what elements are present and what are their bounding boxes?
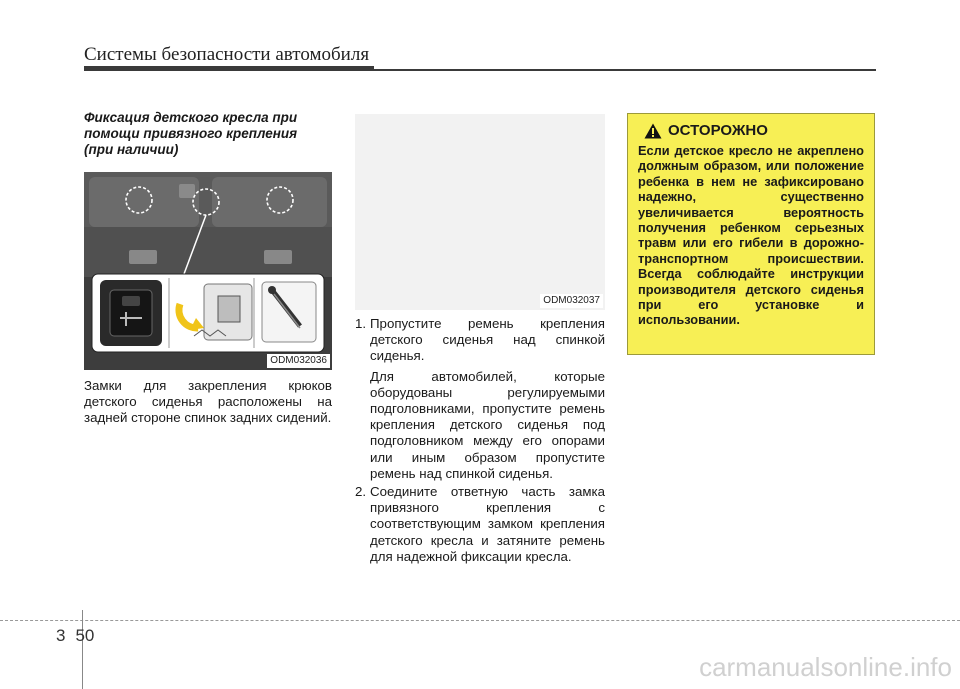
figure-label: ODM032036 bbox=[267, 354, 330, 368]
warning-text: Если детское кресло не акреплено должным образом, или положение ребенка в нем не зафиксировано надежно, существенно увеличивается вероятность получения ребенком серьезных травм или его гибели в дорожно-транспортном происшествии. Всегда соблюдайте инструкции производителя детского сиденья при его установке и использовании. bbox=[638, 143, 864, 328]
section-number: 3 bbox=[56, 626, 66, 645]
warning-header bbox=[644, 122, 864, 139]
warning-box bbox=[627, 113, 875, 355]
page-header-title: Системы безопасности автомобиля bbox=[84, 44, 370, 65]
footer-vertical-rule bbox=[82, 610, 83, 689]
figure-tether-anchors bbox=[84, 172, 332, 370]
step-number: 2. bbox=[355, 484, 367, 500]
warning-triangle-icon bbox=[644, 123, 662, 139]
section-subheading bbox=[84, 110, 332, 158]
list-item bbox=[355, 316, 605, 482]
step-paragraph: Соедините ответную часть замка привязного крепления с соответствующим замком крепления детского кресла и затяните ремень для надежной фиксации кресла. bbox=[370, 484, 605, 564]
page-number bbox=[56, 626, 94, 646]
middle-column bbox=[355, 114, 605, 565]
step-paragraph: Пропустите ремень крепления детского сиденья над спинкой сиденья. bbox=[370, 316, 605, 364]
watermark: carmanualsonline.info bbox=[699, 652, 952, 682]
figure-label: ODM032037 bbox=[540, 294, 603, 308]
header-rule-thick bbox=[84, 66, 374, 71]
instruction-steps bbox=[355, 316, 605, 565]
subheading-line-1: Фиксация детского кресла при bbox=[84, 110, 298, 125]
warning-title: ОСТОРОЖНО bbox=[668, 122, 768, 139]
step-paragraph: Для автомобилей, которые оборудованы регулируемыми подголовниками, пропустите ремень крепления детского сиденья под подголовником между его опорами или иным образом пропустите ремень над спинкой сиденья. bbox=[370, 368, 605, 481]
list-item bbox=[355, 484, 605, 565]
figure-tether-routing bbox=[355, 114, 605, 310]
header-rule-thin bbox=[374, 69, 876, 71]
left-column bbox=[84, 110, 332, 427]
anchor-location-text: Замки для закрепления крюков детского сиденья расположены на задней стороне спинок задних сидений. bbox=[84, 378, 332, 426]
step-number: 1. bbox=[355, 316, 367, 331]
footer-rule bbox=[0, 620, 960, 621]
subheading-line-3: (при наличии) bbox=[84, 142, 179, 157]
subheading-line-2: помощи привязного крепления bbox=[84, 126, 298, 141]
page-number-value: 50 bbox=[75, 626, 95, 645]
tether-anchors-illustration bbox=[84, 172, 332, 370]
